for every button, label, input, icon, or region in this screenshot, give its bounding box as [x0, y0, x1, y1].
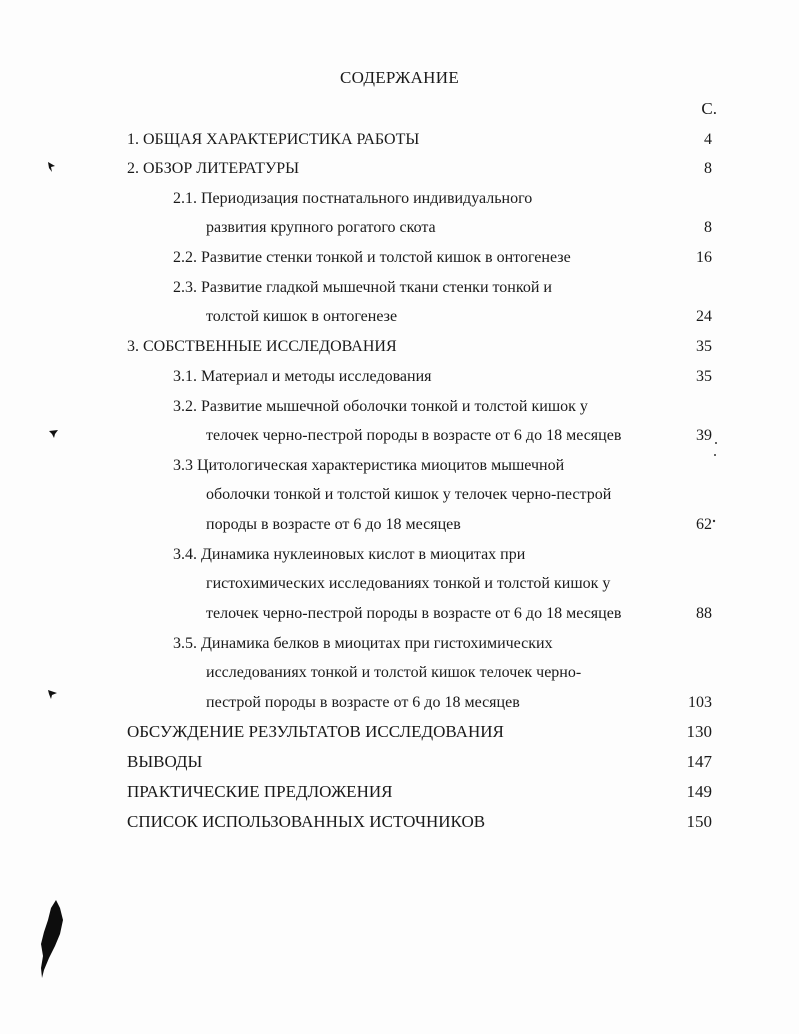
- toc-entry: 3.2. Развитие мышечной оболочки тонкой и толстой кишок у: [173, 398, 588, 415]
- scan-speck-mark: [46, 688, 60, 702]
- toc-entry: ОБСУЖДЕНИЕ РЕЗУЛЬТАТОВ ИССЛЕДОВАНИЯ: [127, 722, 504, 741]
- toc-entry-continuation: гистохимических исследованиях тонкой и толстой кишок у: [206, 575, 611, 592]
- toc-entry: 2.1. Периодизация постнатального индивидуального: [173, 190, 533, 207]
- toc-page-number: 8: [704, 219, 712, 236]
- toc-entry: 3.5. Динамика белков в миоцитах при гистохимических: [173, 635, 553, 652]
- toc-entry-continuation: развития крупного рогатого скота: [206, 219, 436, 236]
- toc-page-number: 62: [696, 516, 712, 533]
- toc-entry: 1. ОБЩАЯ ХАРАКТЕРИСТИКА РАБОТЫ: [127, 131, 420, 148]
- toc-entry: ВЫВОДЫ: [127, 752, 203, 771]
- toc-entry-continuation: телочек черно-пестрой породы в возрасте от 6 до 18 месяцев: [206, 427, 622, 444]
- toc-entry: 3.1. Материал и методы исследования: [173, 368, 432, 385]
- toc-page-number: 24: [696, 308, 712, 325]
- toc-page-number: 8: [704, 160, 712, 177]
- toc-entry: 2.2. Развитие стенки тонкой и толстой кишок в онтогенезе: [173, 249, 571, 266]
- toc-entry-continuation: пестрой породы в возрасте от 6 до 18 месяцев: [206, 694, 520, 711]
- toc-page-number: 35: [696, 338, 712, 355]
- toc-page-number: 130: [686, 722, 712, 741]
- scan-speck-mark: [48, 428, 62, 442]
- toc-page-number: 16: [696, 249, 712, 266]
- toc-entry: 3. СОБСТВЕННЫЕ ИССЛЕДОВАНИЯ: [127, 338, 397, 355]
- toc-entry: СПИСОК ИСПОЛЬЗОВАННЫХ ИСТОЧНИКОВ: [127, 812, 486, 831]
- toc-entry: 2. ОБЗОР ЛИТЕРАТУРЫ: [127, 160, 300, 177]
- toc-entry-continuation: породы в возрасте от 6 до 18 месяцев: [206, 516, 461, 533]
- page-title: СОДЕРЖАНИЕ: [339, 68, 460, 87]
- toc-page-number: 103: [688, 694, 712, 711]
- scan-dot: [710, 517, 718, 525]
- toc-page-number: 88: [696, 605, 712, 622]
- toc-entry-continuation: оболочки тонкой и толстой кишок у телочек черно-пестрой: [206, 486, 612, 503]
- toc-page-number: 149: [686, 782, 712, 801]
- toc-page-number: 147: [686, 752, 712, 771]
- toc-entry: 2.3. Развитие гладкой мышечной ткани стенки тонкой и: [173, 279, 552, 296]
- page-column-label: С.: [701, 99, 717, 118]
- toc-entry: ПРАКТИЧЕСКИЕ ПРЕДЛОЖЕНИЯ: [127, 782, 393, 801]
- toc-entry: 3.4. Динамика нуклеиновых кислот в миоцитах при: [173, 546, 526, 563]
- toc-entry: 3.3 Цитологическая характеристика миоцитов мышечной: [173, 457, 565, 474]
- toc-entry-continuation: телочек черно-пестрой породы в возрасте от 6 до 18 месяцев: [206, 605, 622, 622]
- toc-page-number: 35: [696, 368, 712, 385]
- toc-page-number: 39: [696, 427, 712, 444]
- scan-speck-mark: [46, 160, 60, 174]
- scan-ink-blot: [36, 898, 70, 980]
- toc-page-number: 150: [686, 812, 712, 831]
- toc-entry-continuation: толстой кишок в онтогенезе: [206, 308, 398, 325]
- toc-page-number: 4: [704, 131, 712, 148]
- toc-entry-continuation: исследованиях тонкой и толстой кишок телочек черно-: [206, 664, 582, 681]
- scan-dot: [712, 440, 720, 460]
